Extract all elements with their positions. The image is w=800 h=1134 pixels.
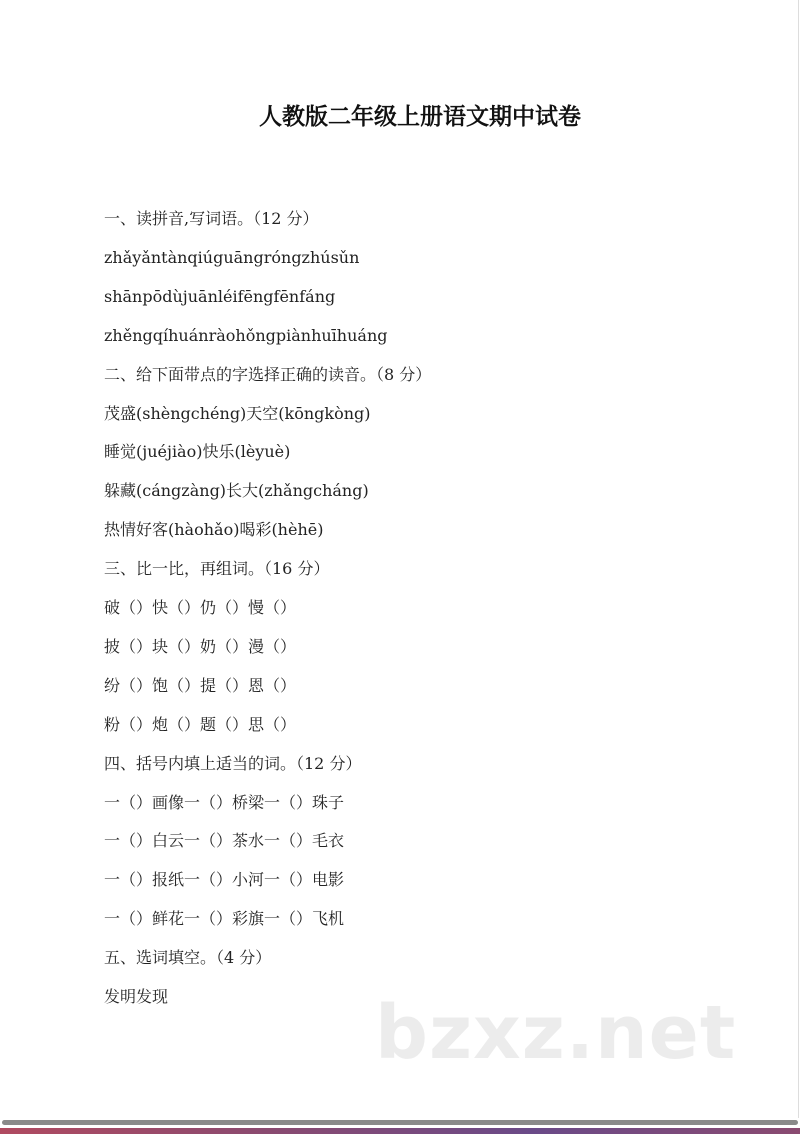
question-line: 睡觉(juéjiào)快乐(lèyuè) bbox=[104, 442, 291, 462]
question-line: 破（）快（）仍（）慢（） bbox=[104, 598, 297, 617]
horizontal-scrollbar[interactable] bbox=[2, 1120, 798, 1125]
section-heading: 二、给下面带点的字选择正确的读音。（8 分） bbox=[104, 364, 432, 384]
bottom-strip bbox=[0, 1128, 800, 1134]
question-line: shānpōdùjuānléifēngfēnfáng bbox=[104, 286, 336, 306]
watermark: bzxz.net bbox=[375, 990, 737, 1076]
section-heading: 三、比一比，再组词。（16 分） bbox=[104, 559, 330, 579]
question-line: 一（）画像一（）桥梁一（）珠子 bbox=[104, 792, 345, 812]
question-line: 披（）块（）奶（）漫（） bbox=[104, 636, 297, 656]
question-line: 躲藏(cángzàng)长大(zhǎngcháng) bbox=[104, 481, 369, 501]
question-line: 发明发现 bbox=[104, 987, 169, 1006]
question-line: zhěngqíhuánràohǒngpiànhuīhuáng bbox=[104, 325, 388, 345]
section-heading: 五、选词填空。（4 分） bbox=[104, 948, 272, 968]
question-line: 一（）报纸一（）小河一（）电影 bbox=[104, 870, 345, 890]
question-line: 一（）鲜花一（）彩旗一（）飞机 bbox=[104, 909, 345, 929]
question-line: zhǎyǎntànqiúguāngróngzhúsǔn bbox=[104, 247, 360, 267]
question-line: 纷（）饱（）提（）恩（） bbox=[104, 675, 297, 695]
question-line: 茂盛(shèngchéng)天空(kōngkòng) bbox=[104, 403, 371, 423]
page-title: 人教版二年级上册语文期中试卷 bbox=[259, 104, 581, 130]
question-line: 热情好客(hàohǎo)喝彩(hèhē) bbox=[104, 520, 324, 540]
section-heading: 一、读拼音,写词语。（12 分） bbox=[104, 209, 319, 228]
question-line: 粉（）炮（）题（）思（） bbox=[104, 714, 297, 734]
question-line: 一（）白云一（）茶水一（）毛衣 bbox=[104, 831, 345, 851]
section-heading: 四、括号内填上适当的词。（12 分） bbox=[104, 753, 362, 773]
